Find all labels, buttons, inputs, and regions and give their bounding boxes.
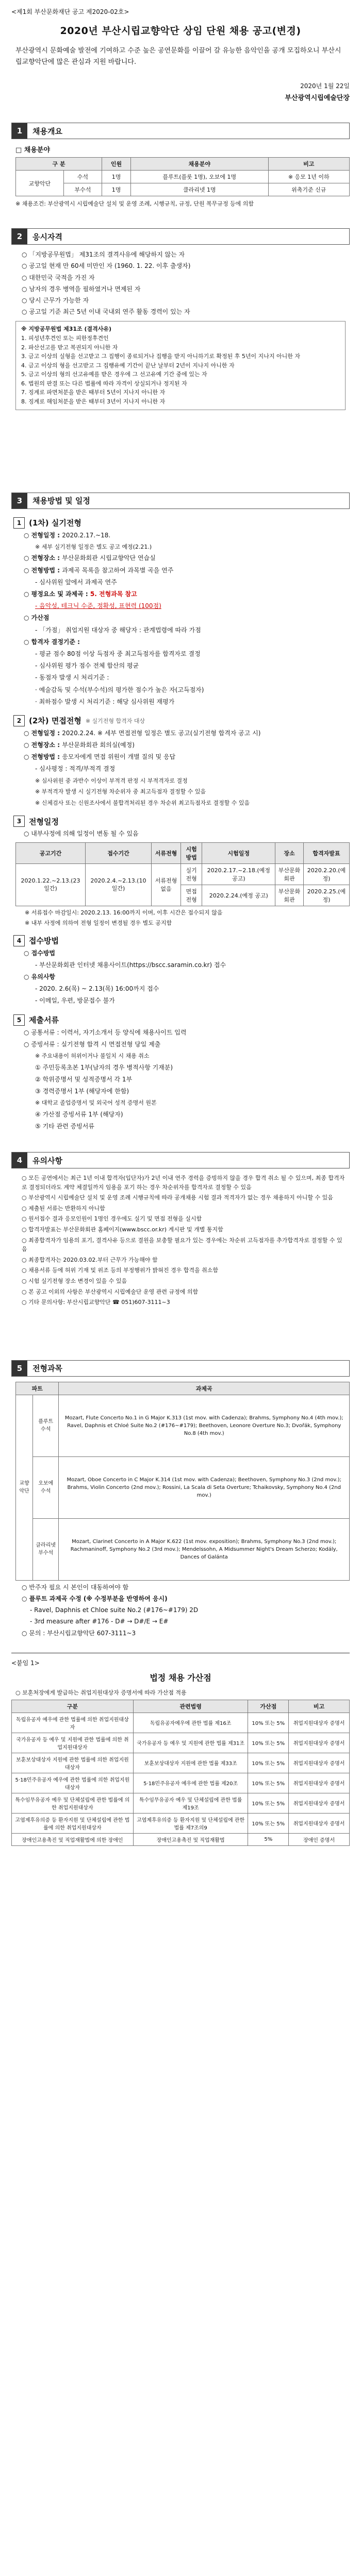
section-number: 4: [12, 1153, 27, 1168]
table-row: [12, 1753, 350, 1773]
list-item: ○ 가산점: [24, 614, 50, 622]
table-header: 장소: [275, 842, 304, 863]
notice-date: 2020년 1월 22일: [300, 82, 350, 90]
section-title: 채용개요: [32, 126, 62, 136]
table-cell: 취업지원대상자 증명서: [289, 1773, 350, 1793]
stage2-body: [11, 728, 350, 808]
list-item: ○ 남자의 경우 병역을 필하였거나 면제된 자: [22, 285, 141, 293]
list-item: ○ 대한민국 국적을 가진 자: [22, 274, 95, 281]
table-cell: 수석: [63, 171, 102, 183]
bonus-table: [11, 1700, 350, 1846]
table-cell: 10% 또는 5%: [248, 1713, 289, 1733]
table-cell: 2020.2.24.(예정 공고): [202, 885, 275, 906]
list-item: · 예술감독 및 수석(부수석)의 평가한 점수가 높은 자(고득점자): [35, 686, 204, 693]
table-cell: 1명: [102, 183, 131, 196]
list-item: ○ 최종합격자는 2020.03.02.부터 근무가 가능해야 함: [22, 1256, 158, 1263]
table-header: 관련법령: [133, 1700, 248, 1713]
table-cell: 2020.2.25.(예정): [303, 885, 349, 906]
list-item: - 음악성, 테크닉 수준, 정확성, 표현력 (100점): [35, 602, 161, 610]
table-cell: 10% 또는 5%: [248, 1753, 289, 1773]
table-row: [12, 1733, 350, 1753]
list-item: ※ 대학교 졸업증명서 및 외국어 성적 증명서 원본: [35, 1099, 157, 1107]
schedule-note: ○ 내부사정에 의해 일정이 변동 될 수 있음: [24, 830, 139, 838]
list-item: ○ 전형장소 : 부산문화회관 회의실(예정): [24, 741, 135, 749]
list-item: ○ 제출된 서류는 반환하지 아니함: [22, 1205, 105, 1212]
table-cell: 특수임무유공자 예우 및 단체설립에 관한 법률에 의한 취업지원대상자: [12, 1793, 134, 1813]
list-item: ○ 플루트 과제곡 수정 (※ 수정부분을 반영하여 응시): [22, 1595, 168, 1602]
schedule-footnote: ※ 서류접수 마감일시: 2020.2.13. 16:00까지 이며, 이후 시간은 접수되지 않음: [25, 909, 223, 916]
attachment-title: 법정 채용 가산점: [150, 1672, 211, 1683]
table-cell: 클라리넷 1명: [130, 183, 268, 196]
stage-title: (1차) 실기전형: [29, 518, 81, 528]
table-header: 가산점: [248, 1700, 289, 1713]
list-item: ○ 본 공고 이외의 사항은 부산광역시 시립예술단 운영 관련 규정에 의함: [22, 1288, 199, 1295]
table-cell: Mozart, Oboe Concerto in C Major K.314 (1st mov. with Cadenza); Beethoven, Symphony No.3 (2nd mov.); Brahms, Violin Concerto (2nd mov.); Rossini, La Scala di Seta Overture; Tchaikovsky, Symphony No.4 (2nd mov.): [59, 1456, 350, 1518]
list-item: ○ 반주자 필요 시 본인이 대동하여야 함: [22, 1583, 129, 1591]
qualification-list: [22, 250, 346, 317]
table-cell: 2020.1.22.~2.13.(23일간): [16, 863, 86, 906]
table-cell: 플루트 수석: [33, 1395, 59, 1456]
section-title: 채용방법 및 일정: [32, 496, 90, 506]
section-header-qualification: [11, 228, 350, 245]
table-header: 합격자발표: [303, 842, 349, 863]
repertoire-notes: [22, 1583, 346, 1638]
list-item: ※ 신체검사 또는 신원조사에서 불합격처리된 경우 차순위 최고득점자로 결정할 수 있음: [35, 799, 250, 806]
table-cell: 5%: [248, 1833, 289, 1845]
list-item: ※ 심사위원 중 과반수 이상이 부적격 판정 시 부적격자로 결정: [35, 777, 188, 784]
stage-number: 2: [13, 715, 25, 726]
spacer: [11, 410, 350, 472]
list-item: ○ 「지방공무원법」 제31조의 결격사유에 해당하지 않는 자: [22, 251, 185, 259]
list-item: ○ 유의사항: [24, 973, 56, 980]
box-line: 6. 법원의 판결 또는 다른 법률에 따라 자격이 상실되거나 정지된 자: [21, 380, 187, 387]
table-header: 비고: [289, 1700, 350, 1713]
list-item: ○ 증빙서류 : 실기전형 합격 시 면접전형 당일 제출: [24, 1040, 161, 1048]
stage-title: (2차) 면접전형: [29, 716, 81, 726]
list-item: ○ 모든 공연에서는 최근 1년 이내 합격자(입단자)가 2년 이내 연주 경력을 증빙하지 않을 경우 합격 취소 될 수 있으며, 최종 합격자로 결정되더라도 계약 체결일까지 임용을 포기 하는 경우 차순위자를 합격자로 결정할 수 있음: [22, 1175, 345, 1191]
table-header: 파트: [16, 1382, 59, 1395]
table-cell: 부수석: [63, 183, 102, 196]
list-item: ※ 주요내용이 허위이거나 불일치 시 채용 취소: [35, 1052, 150, 1059]
list-item: ○ 최종합격자가 임용의 포기, 결격사유 등으로 결원을 보충할 필요가 있는 경우에는 차순위 고득점자를 추가합격자로 결정할 수 있음: [22, 1236, 342, 1253]
list-item: · 최하점수 발생 시 처리기준 : 해당 심사위원 재평가: [35, 698, 175, 705]
list-item: ○ 전형방법 : 과제곡 목록을 참고하여 과목별 곡을 연주: [24, 566, 174, 574]
table-cell: Mozart, Clarinet Concerto in A Major K.622 (1st mov. exposition); Brahms, Symphony No.3 (2nd mov.); Rachmaninoff, Symphony No.2 (3rd mov.); Mendelssohn, A Midsummer Night's Dream Scherzo; Kodály, Dances of Galánta: [59, 1518, 350, 1580]
table-cell: 취업지원대상자 증명서: [289, 1753, 350, 1773]
section-header-overview: [11, 123, 350, 139]
list-item: ① 주민등록초본 1부(남자의 경우 병적사항 기재분): [35, 1063, 173, 1071]
list-item: - 동점자 발생 시 처리기준 :: [35, 674, 109, 682]
table-cell: 10% 또는 5%: [248, 1813, 289, 1833]
table-row: [12, 1793, 350, 1813]
list-item: - 2020. 2.6(목) ~ 2.13(목) 16:00까지 접수: [35, 985, 159, 993]
table-header: 접수기간: [86, 842, 152, 863]
table-row: [12, 1713, 350, 1733]
table-cell: 취업지원대상자 증명서: [289, 1793, 350, 1813]
table-cell: 국가유공자 등 예우 및 지원에 관한 법률에 의한 취업지원대상자: [12, 1733, 134, 1753]
table-cell: 10% 또는 5%: [248, 1793, 289, 1813]
list-item: ④ 가산점 증빙서류 1부 (해당자): [35, 1110, 123, 1118]
box-line: 1. 피성년후견인 또는 피한정후견인: [21, 334, 109, 342]
table-cell: 1명: [102, 171, 131, 183]
table-cell: 10% 또는 5%: [248, 1773, 289, 1793]
stage-subtitle: ※ 실기전형 합격자 대상: [85, 717, 145, 724]
section-title: 전형과목: [32, 1364, 62, 1374]
list-item: ○ 시험 실기전형 장소 변경이 있을 수 있음: [22, 1277, 127, 1284]
section-header-process: [11, 493, 350, 509]
notice-list: [22, 1174, 346, 1307]
table-cell: 오보에 수석: [33, 1456, 59, 1518]
box-line: 2. 파산선고를 받고 복권되지 아니한 자: [21, 344, 118, 351]
section-number: 2: [12, 229, 27, 244]
table-cell: 부산문화회관: [275, 863, 304, 885]
table-cell: 5·18민주유공자 예우에 관한 법률 제20조: [133, 1773, 248, 1793]
table-cell: 독립유공자예우에 관한 법률 제16조: [133, 1713, 248, 1733]
section-title: 유의사항: [32, 1156, 62, 1165]
list-item: - 심사위원 앞에서 과제곡 연주: [35, 578, 117, 586]
table-cell: ※ 응모 1년 이하: [268, 171, 349, 183]
table-cell: 실기전형: [180, 863, 202, 885]
table-cell: Mozart, Flute Concerto No.1 in G Major K.313 (1st mov. with Cadenza); Brahms, Symphony No.4 (4th mov.); Ravel, Daphnis et Chloé Suite No.2 (#176~#179); Beethoven, Leonore Overture No.3; Dvořák, Symphony No.8 (4th mov.): [59, 1395, 350, 1456]
table-header: 구 분: [16, 158, 102, 171]
section-number: 1: [12, 123, 27, 139]
list-item: ○ 기타 문의사항: 부산시립교향악단 ☎ 051)607-3111~3: [22, 1299, 170, 1306]
disqualification-box: [15, 321, 346, 410]
stage-number: 4: [13, 935, 25, 946]
table-cell: 고엽제후유의증 등 환자지원 및 단체설립에 관한 법률 제7조의9: [133, 1813, 248, 1833]
table-cell: 고엽제후유의증 등 환자지원 및 단체설립에 관한 법률에 의한 취업지원대상자: [12, 1813, 134, 1833]
notice-number: <제1회 부산문화재단 공고 제2020-02호>: [11, 8, 129, 15]
list-item: ○ 전형방법 : 응모자에게 면접 위원이 개별 질의 및 응답: [24, 753, 176, 761]
list-item: - 3rd measure after #176 - D# → D#/E → E#: [30, 1618, 169, 1625]
stage-header-practical: [13, 517, 350, 529]
repertoire-table: [15, 1382, 350, 1581]
application-url[interactable]: - 부산문화회관 인터넷 채용사이트(https://bscc.saramin.co.kr) 접수: [35, 961, 226, 969]
list-item: ○ 채용서류 등에 허위 기재 및 위조 등의 부정행위가 밝혀진 경우 합격을 취소함: [22, 1267, 218, 1274]
stage-header-interview: [13, 715, 350, 726]
list-item: ⑤ 기타 관련 증빙서류: [35, 1122, 94, 1130]
table-header: 인원: [102, 158, 131, 171]
table-header: 공고기간: [16, 842, 86, 863]
section-number: 5: [12, 1361, 27, 1376]
stage-title: 제출서류: [29, 1015, 59, 1025]
list-item: ○ 원서접수 결과 응모인원이 1명인 경우에도 실기 및 면접 전형을 실시함: [22, 1215, 202, 1223]
attachment-label: <붙임 1>: [11, 1659, 40, 1667]
page-title: 2020년 부산시립교향악단 상임 단원 채용 공고(변경): [60, 25, 301, 37]
table-header: 채용분야: [130, 158, 268, 171]
list-item: - 평균 점수 80점 이상 득점자 중 최고득점자를 합격자로 결정: [35, 650, 201, 657]
table-cell: 10% 또는 5%: [248, 1733, 289, 1753]
box-title: ※ 지방공무원법 제31조 (결격사유): [21, 326, 112, 333]
list-item: ○ 공고일 기준 최근 5년 이내 국내외 연주 활동 경력이 있는 자: [22, 308, 190, 316]
section-title: 응시자격: [32, 232, 62, 242]
table-header: 시험방법: [180, 842, 202, 863]
overview-note: ※ 채용조건: 부산광역시 시립예술단 설치 및 운영 조례, 시행규칙, 규정, 단원 복무규정 등에 의함: [15, 200, 254, 208]
table-cell: 독립유공자 예우에 관한 법률에 의한 취업지원대상자: [12, 1713, 134, 1733]
spacer: [11, 1309, 350, 1340]
table-cell: 플루트(플룻 1명), 오보에 1명: [130, 171, 268, 183]
schedule-footnote: ※ 내부 사정에 의하여 전형 일정이 변경될 경우 별도 공지함: [25, 919, 172, 926]
table-cell: 취업지원대상자 증명서: [289, 1813, 350, 1833]
table-cell: 교향악단: [16, 171, 64, 196]
list-item: ※ 부적격자 발생 시 실기전형 차순위자 중 최고득점자 결정할 수 있음: [35, 788, 206, 795]
stage-header-documents: [13, 1014, 350, 1026]
list-item: ② 학위증명서 및 성적증명서 각 1부: [35, 1075, 133, 1083]
table-cell: 클라리넷 부수석: [33, 1518, 59, 1580]
schedule-table: [15, 842, 350, 906]
table-cell: 교향악단: [16, 1395, 33, 1580]
list-item: ※ 세부 실기전형 일정은 별도 공고 예정(2.21.): [35, 543, 152, 550]
list-item: - Ravel, Daphnis et Chloe suite No.2 (#176~#179) 2D: [30, 1606, 199, 1614]
table-cell: 장애인 증명서: [289, 1833, 350, 1845]
table-header: 시험일정: [202, 842, 275, 863]
list-item: - 심사평정 : 적격/부적격 결정: [35, 765, 116, 773]
issuer: 부산광역시립예술단장: [285, 94, 350, 103]
table-row: [12, 1773, 350, 1793]
section-header-notices: [11, 1152, 350, 1168]
table-cell: 보훈보상대상자 지원에 관한 법률 제33조: [133, 1753, 248, 1773]
subheading: □ 채용분야: [15, 146, 51, 155]
list-item: ○ 평정요소 및 과제곡 : 5. 전형과목 참고: [24, 590, 137, 598]
list-item: - 심사위원 평가 점수 전체 합산의 평균: [35, 662, 139, 670]
list-item: ○ 공통서류 : 이력서, 자기소개서 등 양식에 채용사이트 입력: [24, 1028, 187, 1036]
attachment-intro: ○ 보훈처장에게 발급하는 취업지원대상자 증명서에 따라 가산점 적용: [15, 1689, 187, 1696]
table-header: 비고: [268, 158, 349, 171]
table-header: 과제곡: [59, 1382, 350, 1395]
list-item: ○ 문의 : 부산시립교향악단 607-3111~3: [22, 1629, 136, 1637]
table-row: [12, 1813, 350, 1833]
table-cell: 위촉기준 신규: [268, 183, 349, 196]
table-header: 서류전형: [152, 842, 181, 863]
list-item: ○ 공고일 현재 만 60세 미만인 자 (1960. 1. 22. 이후 출생자): [22, 262, 191, 270]
box-line: 8. 징계로 해임처분을 받은 때부터 3년이 지나지 아니한 자: [21, 398, 166, 405]
table-cell: 장애인고용촉진 및 직업재활법: [133, 1833, 248, 1845]
list-item: ○ 부산광역시 시립예술단 설치 및 운영 조례 시행규칙에 따라 공개채용 시험 결과 적격자가 없는 경우 채용하지 아니할 수 있음: [22, 1194, 333, 1201]
list-item: ○ 당시 근무가 가능한 자: [22, 296, 89, 304]
list-item: ③ 경력증명서 1부 (해당자에 한함): [35, 1087, 129, 1095]
list-item: ○ 합격자발표는 부산문화회관 홈페이지(www.bscc.or.kr) 게시판 및 개별 통지함: [22, 1226, 223, 1233]
table-cell: 장애인고용촉진 및 직업재활법에 의한 장애인: [12, 1833, 134, 1845]
list-item: ○ 합격자 결정기준 :: [24, 638, 80, 646]
stage-number: 3: [13, 816, 25, 827]
section-number: 3: [12, 493, 27, 509]
stage1-body: [11, 531, 350, 707]
intro-text: 부산광역시 문화예술 발전에 기여하고 수준 높은 공연문화를 이끌어 갈 유능한 음악인을 공개 모집하오니 부산시립교향악단에 많은 관심과 지원 바랍니다.: [15, 47, 341, 66]
stage-title: 전형일정: [29, 817, 59, 826]
table-cell: 부산문화회관: [275, 885, 304, 906]
list-item: - 「가점」 취업지원 대상자 중 해당자 : 관계법령에 따라 가점: [35, 626, 201, 634]
section-header-repertoire: [11, 1360, 350, 1377]
table-cell: 보훈보상대상자 지원에 관한 법률에 의한 취업지원대상자: [12, 1753, 134, 1773]
list-item: ○ 전형일정 : 2020.2.17.~18.: [24, 531, 111, 539]
box-line: 3. 금고 이상의 실형을 선고받고 그 집행이 종료되거나 집행을 받지 아니하기로 확정된 후 5년이 지나지 아니한 자: [21, 353, 300, 360]
table-cell: 2020.2.17.~2.18.(예정 공고): [202, 863, 275, 885]
table-cell: 취업지원대상자 증명서: [289, 1713, 350, 1733]
table-cell: 2020.2.20.(예정): [303, 863, 349, 885]
list-item: ○ 접수방법: [24, 949, 56, 957]
box-line: 7. 징계로 파면처분을 받은 때부터 5년이 지나지 아니한 자: [21, 389, 166, 396]
table-cell: 국가유공자 등 예우 및 지원에 관한 법률 제31조: [133, 1733, 248, 1753]
recruit-table: [15, 157, 350, 196]
table-cell: 5·18민주유공자 예우에 관한 법률에 의한 취업지원대상자: [12, 1773, 134, 1793]
table-cell: 취업지원대상자 증명서: [289, 1733, 350, 1753]
list-item: ○ 전형장소 : 부산문화회관 시립교향악단 연습실: [24, 554, 156, 562]
table-header: 구분: [12, 1700, 134, 1713]
stage-number: 5: [13, 1014, 25, 1026]
table-cell: 특수임무유공자 예우 및 단체설립에 관한 법률 제19조: [133, 1793, 248, 1813]
stage-header-schedule: [13, 816, 350, 827]
table-row: [12, 1833, 350, 1845]
stage-title: 접수방법: [29, 936, 59, 946]
stage-number: 1: [13, 517, 25, 529]
box-line: 4. 금고 이상의 형을 선고받고 그 집행유예 기간이 끝난 날부터 2년이 지나지 아니한 자: [21, 362, 235, 369]
list-item: - 이메일, 우편, 방문접수 불가: [35, 997, 115, 1005]
table-cell: 면접전형: [180, 885, 202, 906]
stage4-body: [11, 948, 350, 1006]
stage-header-application: [13, 935, 350, 946]
table-cell: 2020.2.4.~2.13.(10일간): [86, 863, 152, 906]
box-line: 5. 금고 이상의 형의 선고유예를 받은 경우에 그 선고유예 기간 중에 있는 자: [21, 371, 207, 378]
table-cell: 서류전형 없음: [152, 863, 181, 906]
list-item: ○ 전형일정 : 2020.2.24. ※ 세부 면접전형 일정은 별도 공고(실기전형 합격자 공고 시): [24, 729, 261, 737]
stage5-body: [11, 1028, 350, 1132]
